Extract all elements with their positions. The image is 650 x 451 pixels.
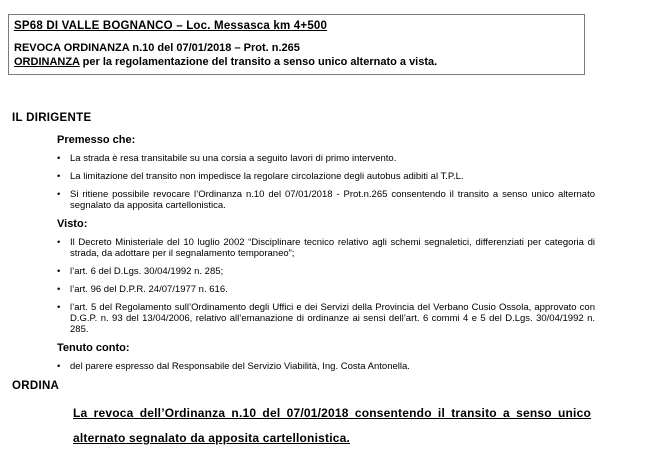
bullet-marker: • — [57, 302, 61, 313]
bullet-text: La limitazione del transito non impedisce la regolare circolazione degli autobus adibiti al T.P.L. — [70, 171, 464, 182]
bullet-text: l’art. 5 del Regolamento sull’Ordinamento degli Uffici e dei Servizi della Provincia del Verbano Cusio Ossola, approvato con D.G.P. n. 93 del 13/04/2006, relativo all’emanazione di ordinanze ai sensi dell’art. 6 commi 4 e 5 del D.Lgs. 30/04/1992 n. 285. — [70, 302, 595, 335]
bullet-marker: • — [57, 361, 61, 372]
bullet-marker: • — [57, 153, 61, 164]
revoca-line: REVOCA ORDINANZA n.10 del 07/01/2018 – Prot. n.265 — [14, 42, 300, 54]
ordinanza-rest: per la regolamentazione del transito a senso unico alternato a vista. — [79, 56, 438, 68]
list-item — [57, 237, 595, 259]
section-heading-visto: Visto: — [57, 218, 88, 230]
bullet-marker: • — [57, 266, 61, 277]
list-item — [57, 302, 595, 335]
bullet-text: Si ritiene possibile revocare l’Ordinanza n.10 del 07/01/2018 - Prot.n.265 consentendo il transito a senso unico alternato segnalato da apposita cartellonistica. — [70, 189, 595, 211]
bullet-marker: • — [57, 284, 61, 295]
role-heading: IL DIRIGENTE — [12, 112, 92, 124]
bullet-marker: • — [57, 171, 61, 182]
list-item — [57, 171, 595, 182]
ordinanza-line — [14, 55, 576, 69]
section-heading-tenuto-conto: Tenuto conto: — [57, 342, 130, 354]
bullet-text: l’art. 6 del D.Lgs. 30/04/1992 n. 285; — [70, 266, 224, 277]
section-heading-premesso: Premesso che: — [57, 134, 136, 146]
document-sections — [57, 134, 595, 372]
list-item — [57, 284, 595, 295]
bullet-text: l’art. 96 del D.P.R. 24/07/1977 n. 616. — [70, 284, 228, 295]
list-item — [57, 153, 595, 164]
ordina-statement: La revoca dell’Ordinanza n.10 del 07/01/2018 consentendo il transito a senso unico alternato segnalato da apposita cartellonistica. — [73, 406, 591, 445]
ordinanza-lead: ORDINANZA — [14, 56, 80, 68]
document-title: SP68 DI VALLE BOGNANCO – Loc. Messasca km 4+500 — [14, 20, 328, 32]
bullet-text: del parere espresso dal Responsabile del Servizio Viabilità, Ing. Costa Antonella. — [70, 361, 410, 372]
bullet-marker: • — [57, 189, 61, 200]
bullet-text: Il Decreto Ministeriale del 10 luglio 2002 “Disciplinare tecnico relativo agli schemi segnaletici, differenziati per categoria di strada, da adottare per il segnalamento temporaneo”; — [70, 237, 595, 259]
ordina-heading: ORDINA — [12, 380, 60, 392]
list-item — [57, 266, 595, 277]
bullet-text: La strada è resa transitabile su una corsia a seguito lavori di primo intervento. — [70, 153, 397, 164]
list-item — [57, 361, 595, 372]
bullet-marker: • — [57, 237, 61, 248]
header-box — [8, 14, 585, 75]
list-item — [57, 189, 595, 211]
